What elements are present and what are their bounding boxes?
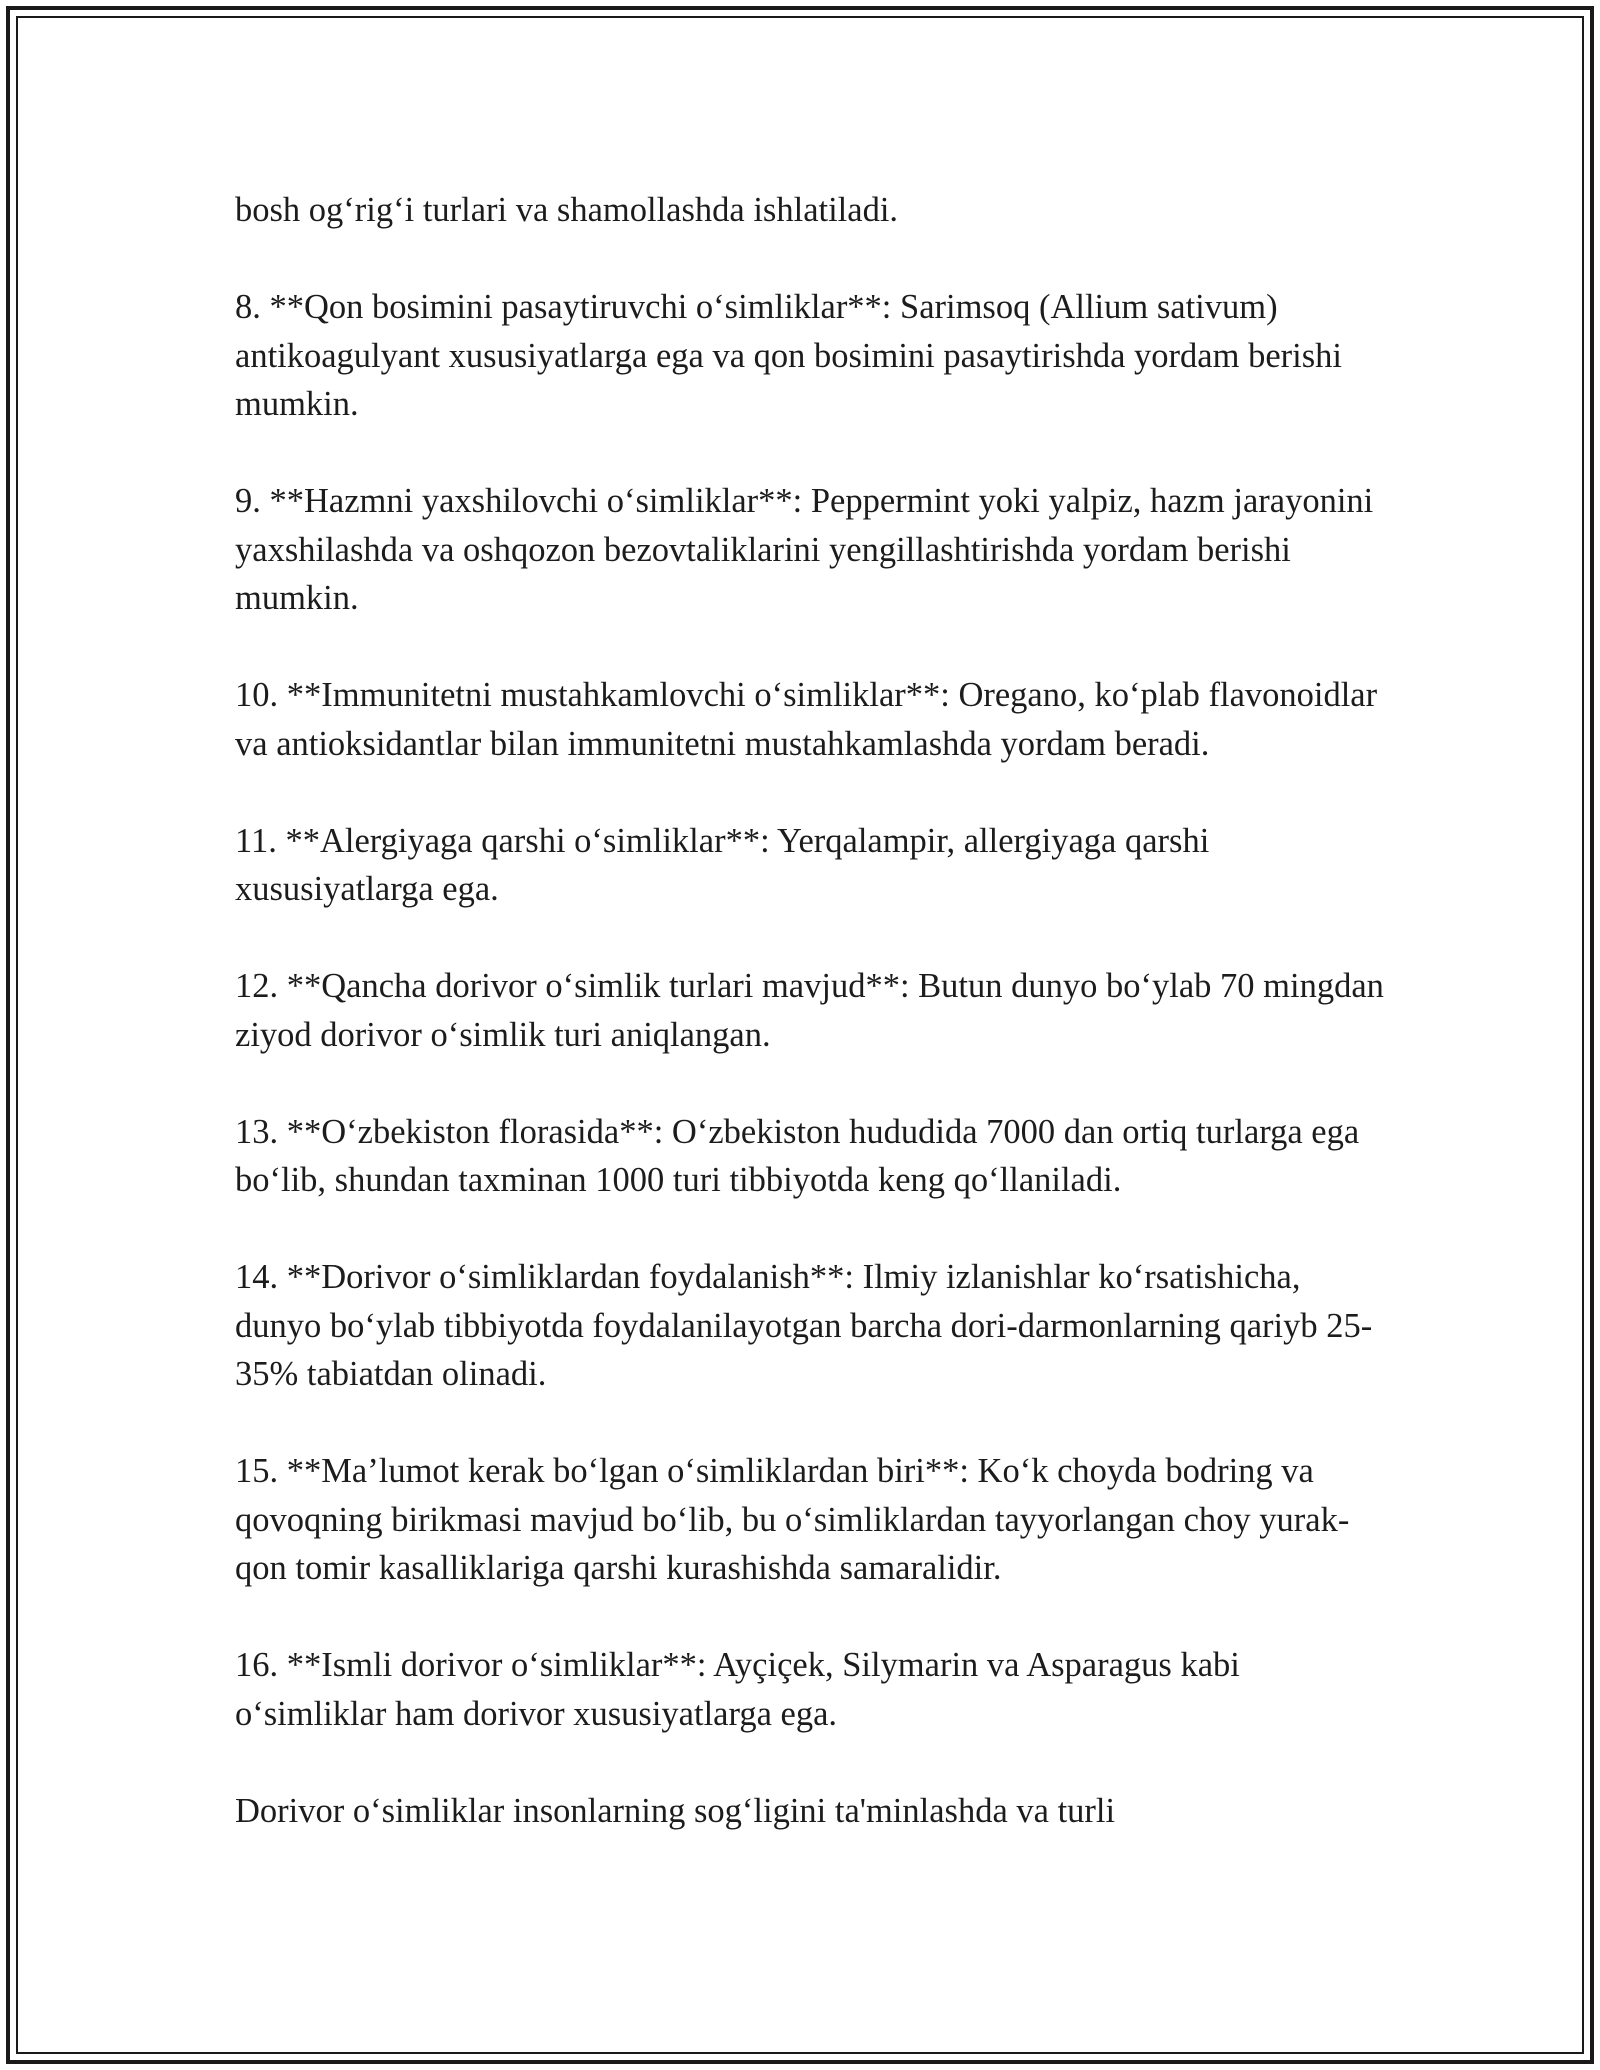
- closing-paragraph: Dorivor o‘simliklar insonlarning sog‘ligini ta'minlashda va turli: [235, 1791, 1116, 1830]
- list-item-12: 12. **Qancha dorivor o‘simlik turlari mavjud**: Butun dunyo bo‘ylab 70 mingdan ziyod dorivor o‘simlik turi aniqlangan.: [235, 967, 1384, 1054]
- document-body: [235, 186, 1385, 1884]
- list-item-10: 10. **Immunitetni mustahkamlovchi o‘simliklar**: Oregano, ko‘plab flavonoidlar va antioksidantlar bilan immunitetni mustahkamlashda yordam beradi.: [235, 676, 1378, 763]
- list-item-9: 9. **Hazmni yaxshilovchi o‘simliklar**: Peppermint yoki yalpiz, hazm jarayonini yaxshilashda va oshqozon bezovtaliklarini yengillashtirishda yordam berishi mumkin.: [235, 482, 1374, 617]
- list-item-14: 14. **Dorivor o‘simliklardan foydalanish**: Ilmiy izlanishlar ko‘rsatishicha, dunyo bo‘ylab tibbiyotda foydalanilayotgan barcha dori-darmonlarning qariyb 25-35% tabiatdan olinadi.: [235, 1258, 1373, 1393]
- list-item-13: 13. **O‘zbekiston florasida**: O‘zbekiston hududida 7000 dan ortiq turlarga ega bo‘lib, shundan taxminan 1000 turi tibbiyotda keng qo‘llaniladi.: [235, 1112, 1360, 1199]
- list-item-16: 16. **Ismli dorivor o‘simliklar**: Ayçiçek, Silymarin va Asparagus kabi o‘simliklar ham dorivor xususiyatlarga ega.: [235, 1646, 1240, 1733]
- list-item-8: 8. **Qon bosimini pasaytiruvchi o‘simliklar**: Sarimsoq (Allium sativum) antikoagulyant xususiyatlarga ega va qon bosimini pasaytirishda yordam berishi mumkin.: [235, 288, 1342, 423]
- list-item-11: 11. **Alergiyaga qarshi o‘simliklar**: Yerqalampir, allergiyaga qarshi xususiyatlarga ega.: [235, 821, 1210, 908]
- paragraph-continuation: bosh og‘rig‘i turlari va shamollashda ishlatiladi.: [235, 191, 899, 229]
- list-item-15: 15. **Ma’lumot kerak bo‘lgan o‘simliklardan biri**: Ko‘k choyda bodring va qovoqning birikmasi mavjud bo‘lib, bu o‘simliklardan tayyorlangan choy yurak-qon tomir kasalliklariga qarshi kurashishda samaralidir.: [235, 1452, 1350, 1587]
